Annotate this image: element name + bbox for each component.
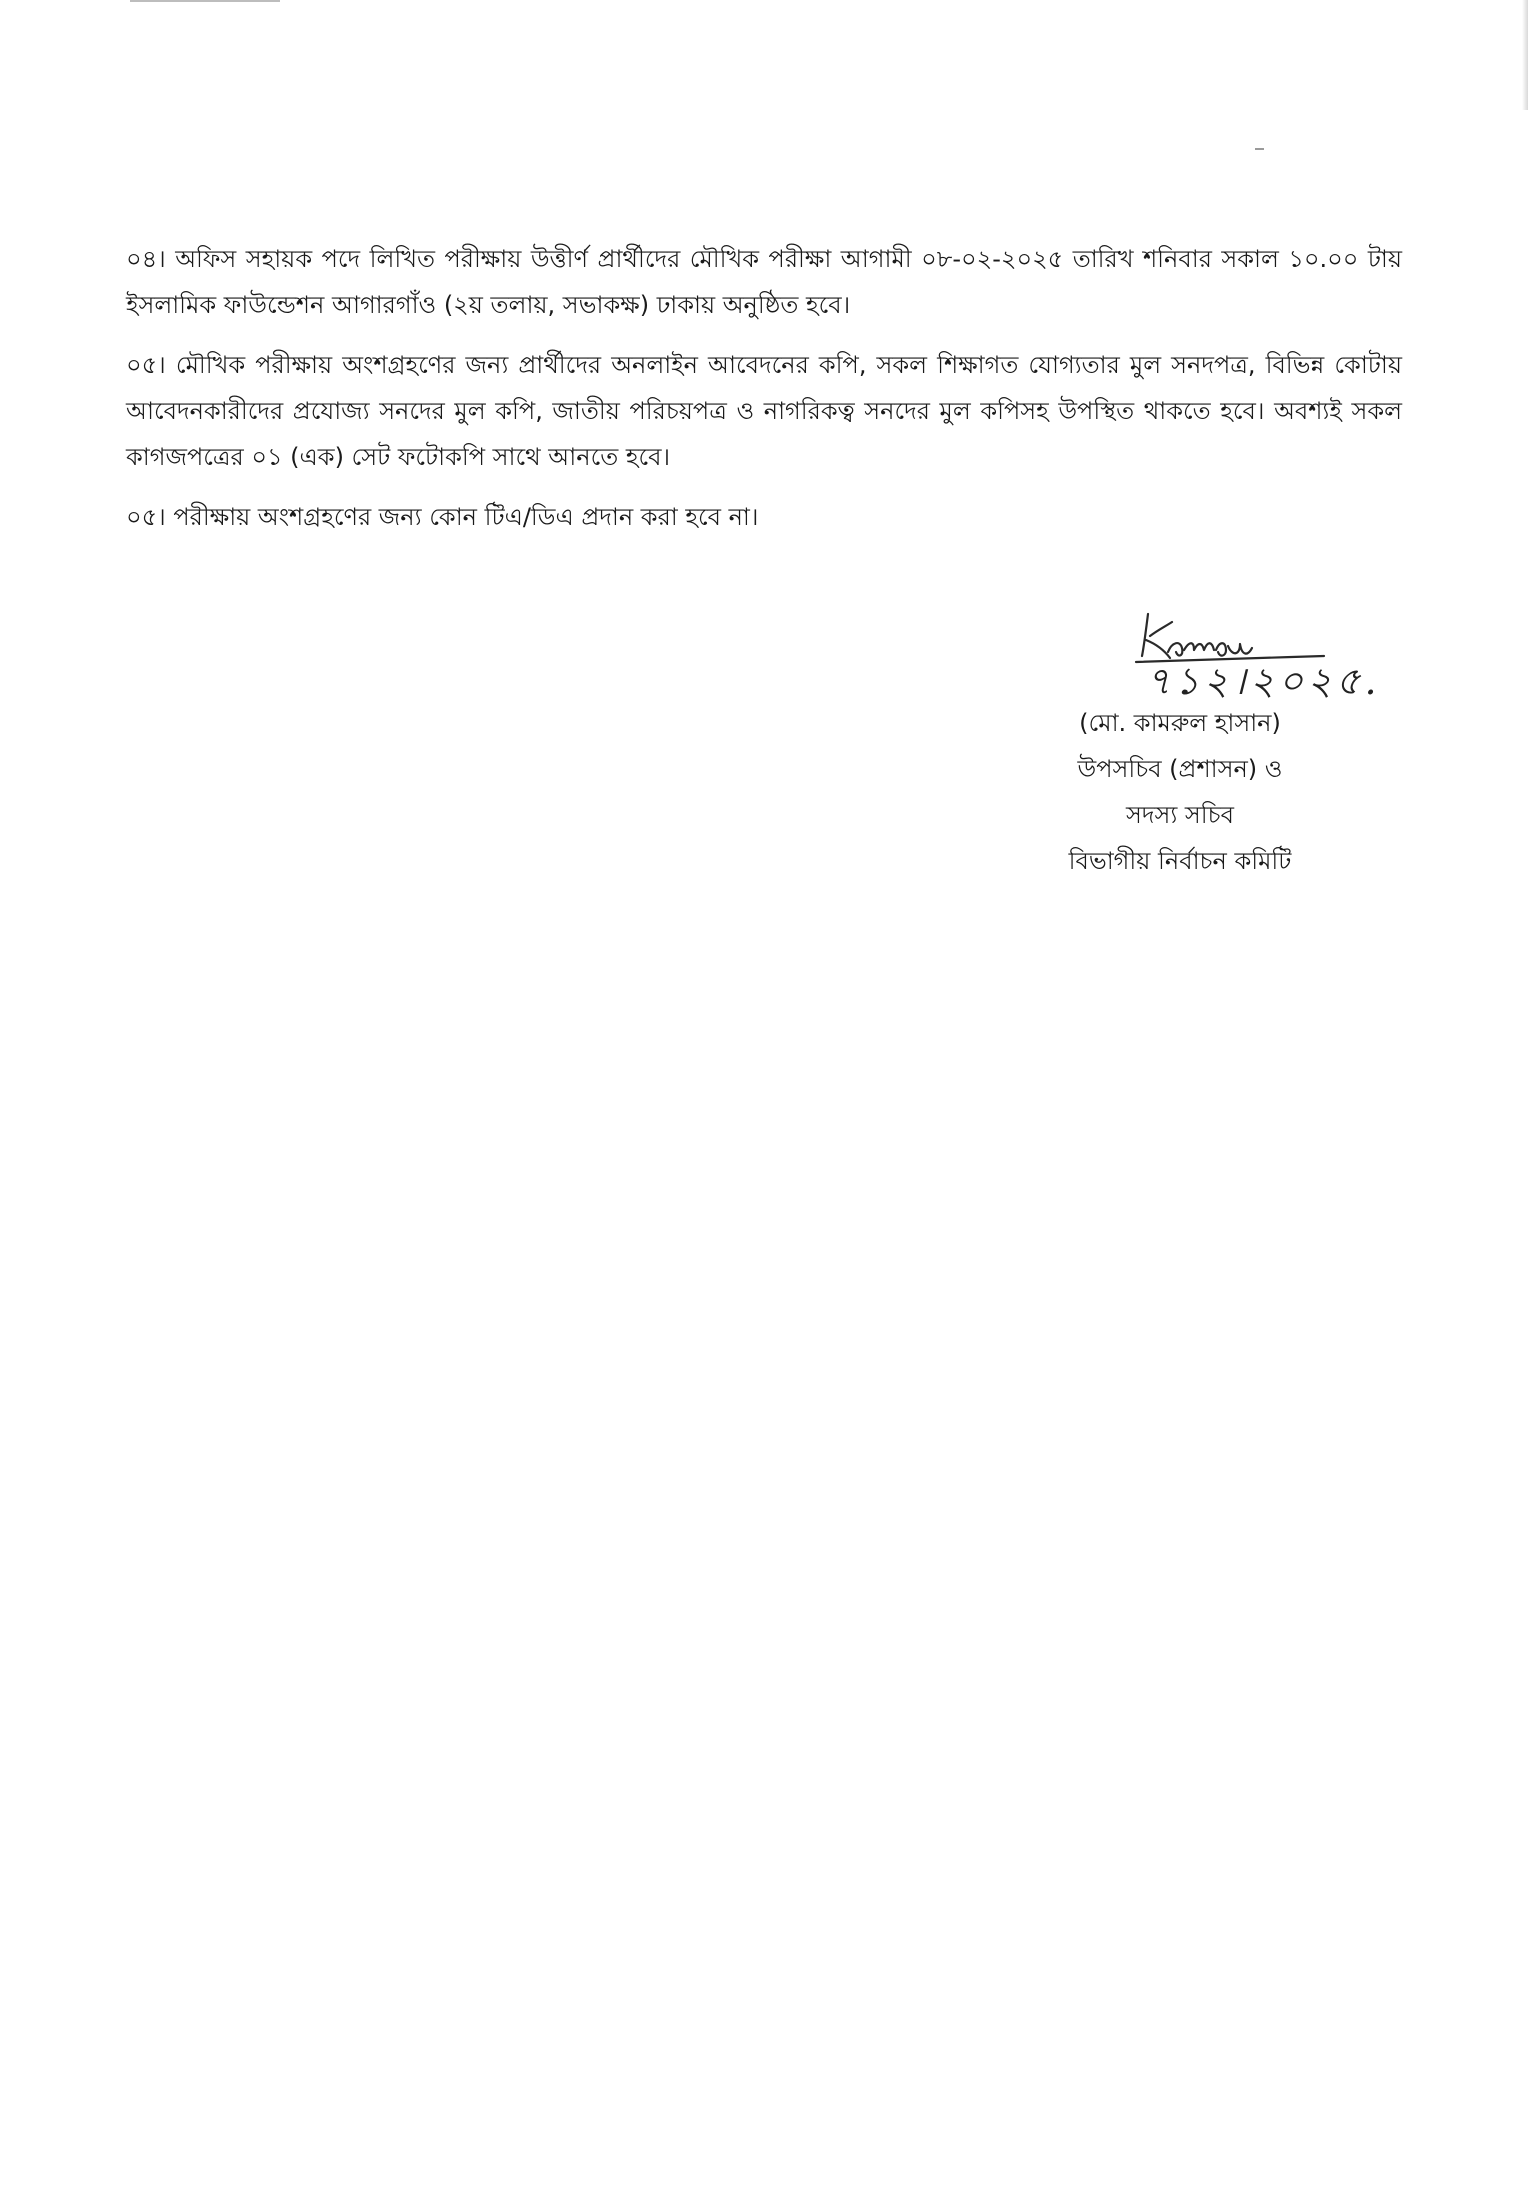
- signatory-designation: উপসচিব (প্রশাসন) ও: [1077, 755, 1283, 783]
- notice-body: [126, 236, 1402, 554]
- signatory-committee: বিভাগীয় নির্বাচন কমিটি: [1068, 847, 1292, 875]
- notice-paragraph-05-documents: ০৫। মৌখিক পরীক্ষায় অংশগ্রহণের জন্য প্রার্থীদের অনলাইন আবেদনের কপি, সকল শিক্ষাগত যোগ্যতার মুল সনদপত্র, বিভিন্ন কোটায় আবেদনকারীদের প্রযোজ্য সনদের মুল কপি, জাতীয় পরিচয়পত্র ও নাগরিকত্ব সনদের মুল কপিসহ উপস্থিত থাকতে হবে। অবশ্যই সকল কাগজপত্রের ০১ (এক) সেট ফটোকপি সাথে আনতে হবে।: [126, 351, 1402, 471]
- page-edge-shadow: [1522, 0, 1528, 110]
- notice-paragraph-04: ০৪। অফিস সহায়ক পদে লিখিত পরীক্ষায় উত্তীর্ণ প্রার্থীদের মৌখিক পরীক্ষা আগামী ০৮-০২-২০২৫ তারিখ শনিবার সকাল ১০.০০ টায় ইসলামিক ফাউন্ডেশন আগারগাঁও (২য় তলায়, সভাকক্ষ) ঢাকায় অনুষ্ঠিত হবে।: [126, 245, 1402, 319]
- signatory-block: [1010, 700, 1350, 884]
- signatory-role: সদস্য সচিব: [1126, 801, 1234, 829]
- notice-paragraph-05-ta-da: ০৫। পরীক্ষায় অংশগ্রহণের জন্য কোন টিএ/ডিএ প্রদান করা হবে না।: [126, 503, 759, 531]
- scan-speck: [1255, 148, 1264, 150]
- signatory-name: (মো. কামরুল হাসান): [1079, 709, 1281, 737]
- scan-top-mark: [130, 0, 280, 2]
- signature-date: ৭১২।২০২৫.: [1146, 659, 1381, 703]
